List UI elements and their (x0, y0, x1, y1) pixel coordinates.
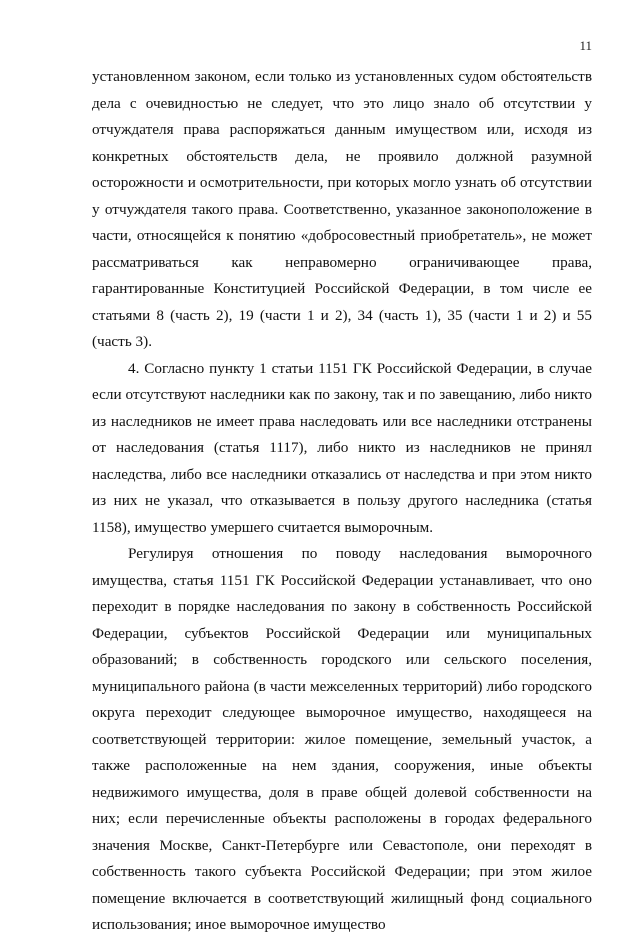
document-body (92, 64, 592, 939)
page-number: 11 (579, 38, 592, 53)
paragraph-continuation: установленном законом, если только из установленных судом обстоятельств дела с очевидностью не следует, что это лицо знало об отсутствии у отчуждателя права распоряжаться данным имуществом или, исходя из конкретных обстоятельств дела, не проявило должной разумной осторожности и осмотрительности, при которых могло узнать об отсутствии у отчуждателя такого права. Соответственно, указанное законоположение в части, относящейся к понятию «добросовестный приобретатель», не может рассматриваться как неправомерно ограничивающее права, гарантированные Конституцией Российской Федерации, в том числе ее статьями 8 (часть 2), 19 (части 1 и 2), 34 (часть 1), 35 (части 1 и 2) и 55 (часть 3). (92, 68, 592, 350)
paragraph-item-4: 4. Согласно пункту 1 статьи 1151 ГК Российской Федерации, в случае если отсутствуют наследники как по закону, так и по завещанию, либо никто из наследников не имеет права наследовать или все наследники отстранены от наследования (статья 1117), либо никто из наследников не принял наследства, либо все наследники отказались от наследства и при этом никто из них не указал, что отказывается в пользу другого наследника (статья 1158), имущество умершего считается выморочным. (92, 359, 592, 536)
paragraph-escheat-regulation: Регулируя отношения по поводу наследования выморочного имущества, статья 1151 ГК Российской Федерации устанавливает, что оно переходит в порядке наследования по закону в собственность Российской Федерации, субъектов Российской Федерации или муниципальных образований; в собственность городского или сельского поселения, муниципального района (в части межселенных территорий) либо городского округа переходит следующее выморочное имущество, находящееся на соответствующей территории: жилое помещение, земельный участок, а также расположенные на нем здания, сооружения, иные объекты недвижимого имущества, доля в праве общей долевой собственности на них; если перечисленные объекты расположены в городах федерального значения Москве, Санкт-Петербурге или Севастополе, они переходят в собственность такого субъекта Российской Федерации; при этом жилое помещение включается в соответствующий жилищный фонд социального использования; иное выморочное имущество (92, 545, 592, 933)
